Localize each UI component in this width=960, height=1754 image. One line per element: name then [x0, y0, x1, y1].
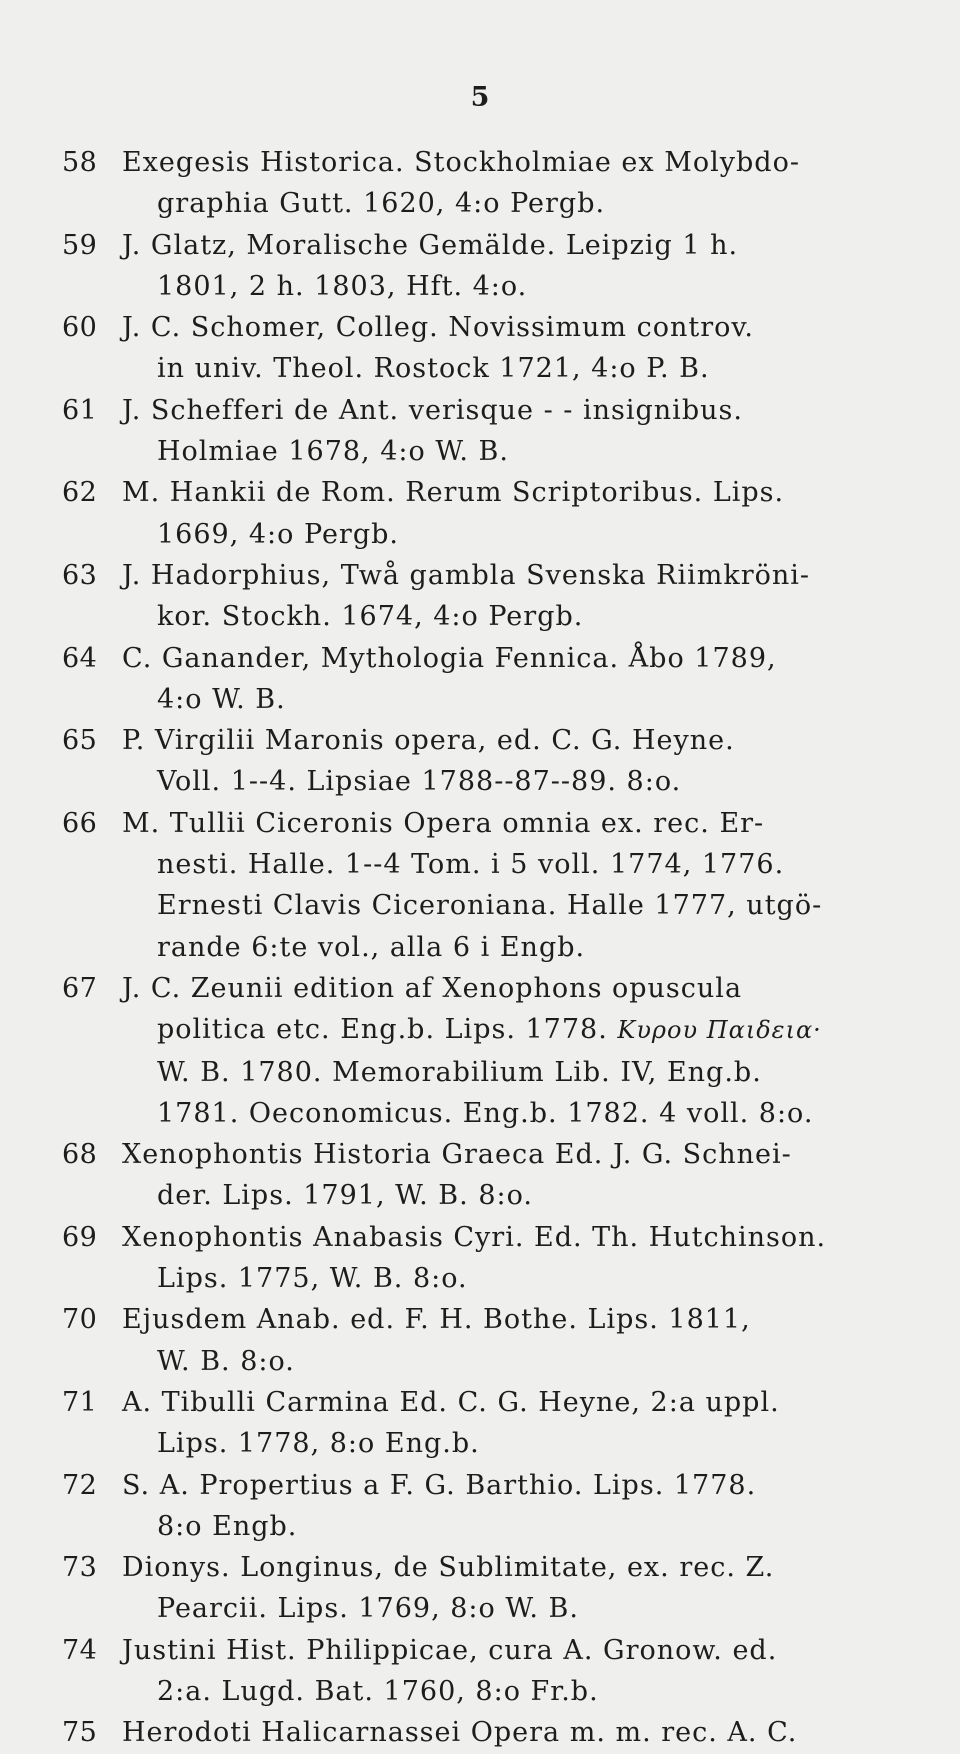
- entry-line: der. Lips. 1791, W. B. 8:o.: [157, 1180, 533, 1212]
- entry-number: 67: [62, 972, 98, 1004]
- catalog-entry-66: [62, 803, 912, 968]
- entry-line: Holmiae 1678, 4:o W. B.: [157, 436, 509, 468]
- entry-number: 74: [62, 1634, 98, 1666]
- catalog-entry-71: [62, 1382, 912, 1465]
- entry-line: Lips. 1778, 8:o Eng.b.: [157, 1428, 480, 1460]
- greek-title: Κυρου Παιδεια·: [617, 1016, 822, 1045]
- entry-line: [157, 1009, 912, 1051]
- entry-line: 2:a. Lugd. Bat. 1760, 8:o Fr.b.: [157, 1675, 599, 1707]
- entry-number: 59: [62, 229, 98, 261]
- entry-line: 4:o W. B.: [157, 683, 286, 715]
- entry-number: 60: [62, 312, 98, 344]
- catalog-entry-62: [62, 472, 912, 555]
- entry-number: 68: [62, 1139, 98, 1171]
- catalog-entry-59: [62, 225, 912, 308]
- catalog-entry-75: [62, 1712, 912, 1753]
- catalog-entry-72: [62, 1465, 912, 1548]
- entry-line: J. Hadorphius, Twå gambla Svenska Riimkröni-: [122, 559, 811, 591]
- entry-number: 64: [62, 642, 98, 674]
- entry-number: 65: [62, 725, 98, 757]
- entry-line: Ernesti Clavis Ciceroniana. Halle 1777, utgö-: [157, 890, 823, 922]
- catalog-entry-65: [62, 720, 912, 803]
- entry-line: Dionys. Longinus, de Sublimitate, ex. rec. Z.: [122, 1552, 775, 1584]
- entry-number: 71: [62, 1386, 98, 1418]
- entry-line: nesti. Halle. 1--4 Tom. i 5 voll. 1774, 1776.: [157, 849, 785, 881]
- entry-number: 61: [62, 394, 98, 426]
- entry-number: 63: [62, 559, 98, 591]
- entry-line: Exegesis Historica. Stockholmiae ex Molybdo-: [122, 147, 800, 178]
- entry-line: J. Glatz, Moralische Gemälde. Leipzig 1 h.: [122, 229, 739, 261]
- entry-line: J. C. Zeunii edition af Xenophons opuscula: [122, 972, 743, 1004]
- entry-line: S. A. Propertius a F. G. Barthio. Lips. 1778.: [122, 1469, 757, 1501]
- entry-line: W. B. 8:o.: [157, 1345, 295, 1377]
- catalog-entry-70: [62, 1299, 912, 1382]
- entry-line: in univ. Theol. Rostock 1721, 4:o P. B.: [157, 353, 710, 385]
- catalog-entries: [62, 142, 912, 1754]
- entry-line: W. B. 1780. Memorabilium Lib. IV, Eng.b.: [157, 1056, 762, 1088]
- entry-number: 73: [62, 1552, 98, 1584]
- entry-line: Xenophontis Anabasis Cyri. Ed. Th. Hutchinson.: [122, 1221, 827, 1253]
- entry-number: 58: [62, 147, 98, 178]
- catalog-entry-58: [62, 142, 912, 225]
- catalog-entry-63: [62, 555, 912, 638]
- entry-line: graphia Gutt. 1620, 4:o Pergb.: [157, 188, 606, 220]
- catalog-entry-64: [62, 638, 912, 721]
- entry-line: Xenophontis Historia Graeca Ed. J. G. Schnei-: [122, 1139, 792, 1171]
- entry-line: Pearcii. Lips. 1769, 8:o W. B.: [157, 1593, 579, 1625]
- entry-line: Justini Hist. Philippicae, cura A. Gronow. ed.: [122, 1634, 778, 1666]
- catalog-entry-74: [62, 1630, 912, 1713]
- catalog-entry-61: [62, 390, 912, 473]
- catalog-entry-68: [62, 1134, 912, 1217]
- entry-line: rande 6:te vol., alla 6 i Engb.: [157, 931, 586, 963]
- catalog-entry-60: [62, 307, 912, 390]
- entry-line: Herodoti Halicarnassei Opera m. m. rec. A. C.: [122, 1717, 798, 1749]
- catalog-entry-69: [62, 1217, 912, 1300]
- entry-number: 70: [62, 1304, 98, 1336]
- entry-line: 8:o Engb.: [157, 1510, 298, 1542]
- entry-line-text: politica etc. Eng.b. Lips. 1778.: [157, 1014, 608, 1046]
- entry-line: M. Tullii Ciceronis Opera omnia ex. rec. Er-: [122, 807, 765, 839]
- entry-number: 69: [62, 1221, 98, 1253]
- page-number: 5: [470, 82, 490, 113]
- entry-number: 75: [62, 1717, 98, 1749]
- entry-line: Voll. 1--4. Lipsiae 1788--87--89. 8:o.: [157, 766, 682, 798]
- entry-line: 1781. Oeconomicus. Eng.b. 1782. 4 voll. 8:o.: [157, 1097, 814, 1129]
- entry-line: Lips. 1775, W. B. 8:o.: [157, 1263, 468, 1295]
- entry-line: 1801, 2 h. 1803, Hft. 4:o.: [157, 270, 528, 302]
- entry-number: 72: [62, 1469, 98, 1501]
- entry-line: J. C. Schomer, Colleg. Novissimum controv.: [122, 312, 755, 344]
- entry-line: M. Hankii de Rom. Rerum Scriptoribus. Lips.: [122, 477, 785, 509]
- entry-line: 1669, 4:o Pergb.: [157, 518, 399, 550]
- entry-line: C. Ganander, Mythologia Fennica. Åbo 1789,: [122, 642, 777, 674]
- entry-number: 66: [62, 807, 98, 839]
- entry-line: kor. Stockh. 1674, 4:o Pergb.: [157, 601, 584, 633]
- entry-number: 62: [62, 477, 98, 509]
- entry-line: A. Tibulli Carmina Ed. C. G. Heyne, 2:a uppl.: [122, 1386, 780, 1418]
- entry-line: J. Schefferi de Ant. verisque - - insignibus.: [122, 394, 743, 426]
- catalog-entry-67: [62, 968, 912, 1134]
- entry-line: P. Virgilii Maronis opera, ed. C. G. Heyne.: [122, 725, 735, 757]
- catalog-entry-73: [62, 1547, 912, 1630]
- entry-line: Ejusdem Anab. ed. F. H. Bothe. Lips. 1811,: [122, 1304, 751, 1336]
